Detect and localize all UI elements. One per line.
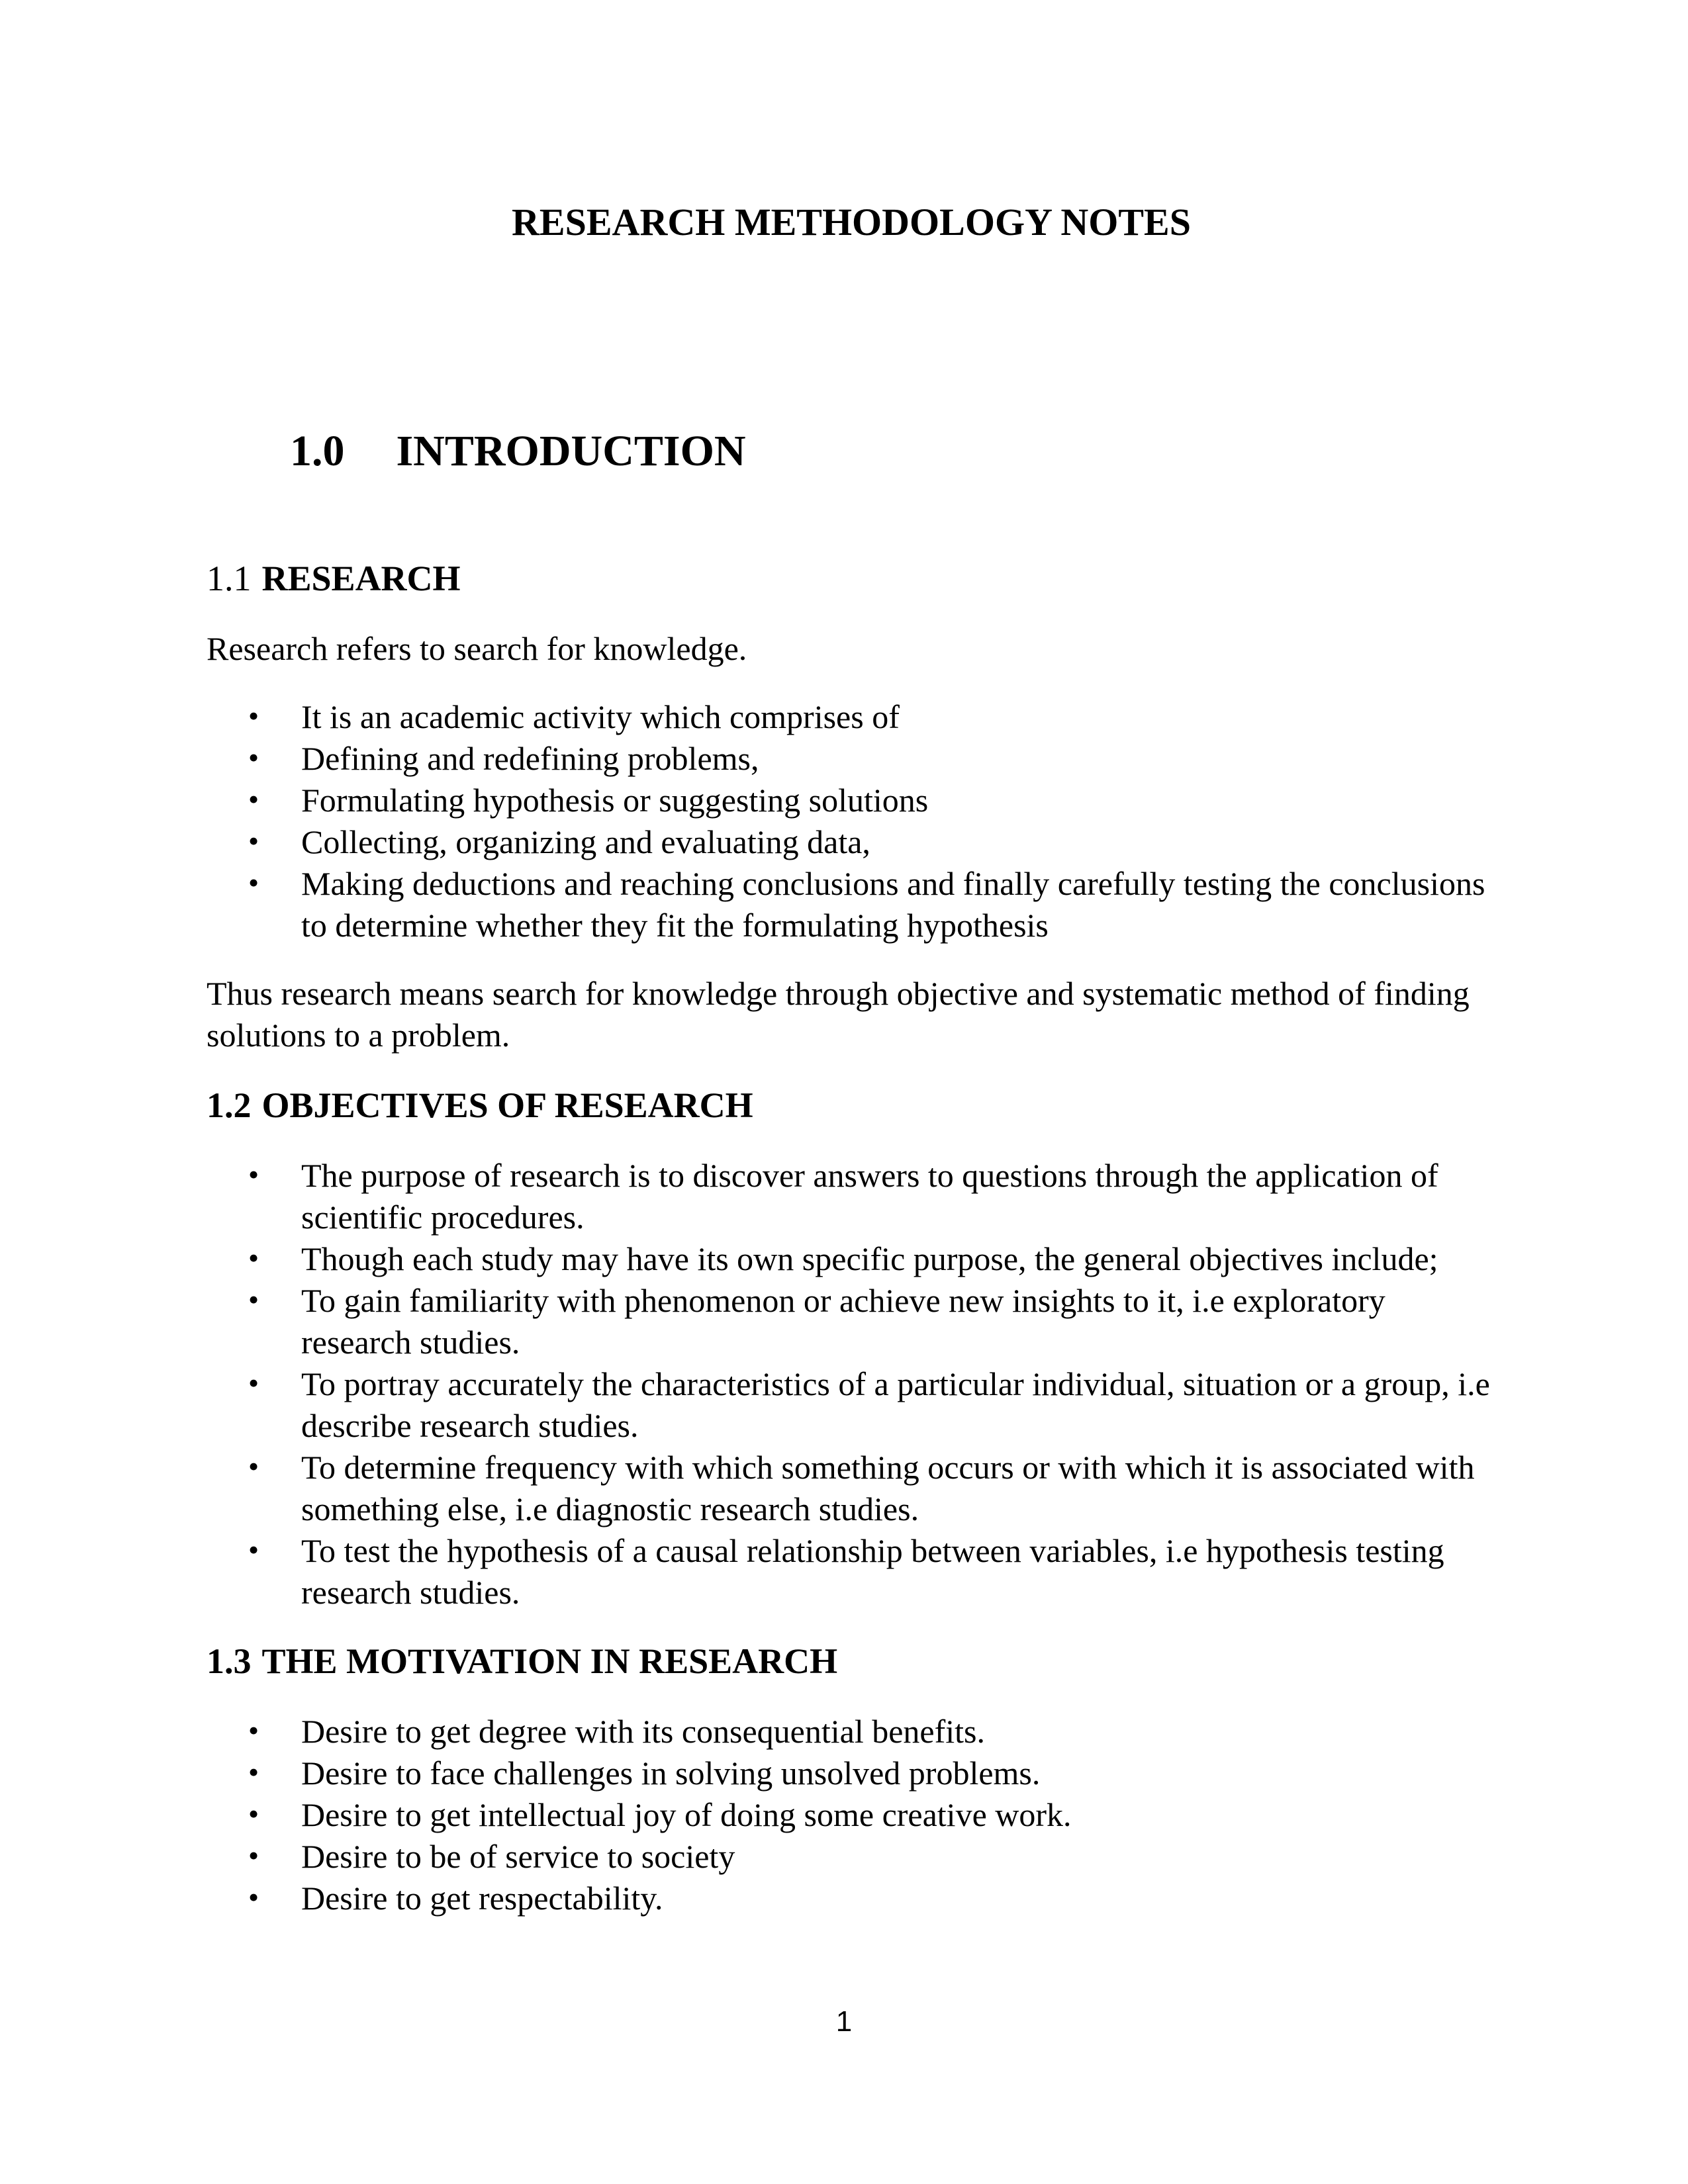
list-item <box>207 1836 1496 1878</box>
bullet-icon: • <box>248 1283 259 1316</box>
list-item-text: Though each study may have its own specific purpose, the general objectives include; <box>301 1240 1438 1277</box>
heading-motivation-in-research <box>207 1640 1496 1683</box>
bullet-icon: • <box>248 1158 259 1191</box>
list-item-text: It is an academic activity which comprises of <box>301 698 900 735</box>
list-item <box>207 696 1496 738</box>
list-item-text: Desire to get intellectual joy of doing some creative work. <box>301 1796 1072 1833</box>
list-item <box>207 1447 1496 1530</box>
list-item <box>207 738 1496 780</box>
document-title: RESEARCH METHODOLOGY NOTES <box>512 201 1191 244</box>
research-lead-paragraph: Research refers to search for knowledge. <box>207 630 747 667</box>
bullet-icon: • <box>248 741 259 774</box>
bullet-icon: • <box>248 1241 259 1275</box>
bullet-icon: • <box>248 1533 259 1567</box>
bullet-icon: • <box>248 1366 259 1400</box>
list-item <box>207 1711 1496 1752</box>
bullet-icon: • <box>248 699 259 733</box>
bullet-icon: • <box>248 866 259 899</box>
heading-introduction <box>290 425 1496 478</box>
list-item-text: Desire to face challenges in solving unsolved problems. <box>301 1754 1041 1792</box>
list-item <box>207 1794 1496 1836</box>
list-item <box>207 1363 1496 1447</box>
heading-research <box>207 557 1496 600</box>
list-item-text: Defining and redefining problems, <box>301 740 759 777</box>
list-item-text: Desire to get respectability. <box>301 1880 663 1917</box>
bullet-icon: • <box>248 824 259 858</box>
bullet-icon: • <box>248 1797 259 1831</box>
list-item <box>207 780 1496 821</box>
list-item <box>207 1238 1496 1280</box>
bullet-icon: • <box>248 1713 259 1747</box>
list-item-text: Desire to get degree with its consequential benefits. <box>301 1713 986 1750</box>
list-item-text: The purpose of research is to discover answers to questions through the application of scientific procedures. <box>301 1157 1438 1236</box>
list-item-text: Making deductions and reaching conclusions and finally carefully testing the conclusions to determine whether they fit the formulating hypothesis <box>301 865 1485 944</box>
bullet-icon: • <box>248 1449 259 1483</box>
heading-number: 1.3 <box>207 1641 252 1681</box>
motivation-bullet-list <box>207 1711 1496 1919</box>
list-item-text: To portray accurately the characteristics of a particular individual, situation or a group, i.e describe research studies. <box>301 1365 1490 1444</box>
list-item-text: To gain familiarity with phenomenon or achieve new insights to it, i.e exploratory research studies. <box>301 1282 1385 1361</box>
research-bullet-list <box>207 696 1496 946</box>
bullet-icon: • <box>248 1839 259 1872</box>
objectives-bullet-list <box>207 1155 1496 1614</box>
list-item-text: Formulating hypothesis or suggesting solutions <box>301 782 929 819</box>
heading-number: 1.1 <box>207 559 252 598</box>
list-item <box>207 1752 1496 1794</box>
bullet-icon: • <box>248 782 259 816</box>
research-closing-paragraph: Thus research means search for knowledge through objective and systematic method of finding solutions to a problem. <box>207 975 1470 1054</box>
heading-number: 1.2 <box>207 1085 252 1125</box>
bullet-icon: • <box>248 1755 259 1789</box>
list-item-text: To determine frequency with which something occurs or with which it is associated with something else, i.e diagnostic research studies. <box>301 1449 1475 1527</box>
list-item-text: Collecting, organizing and evaluating data, <box>301 823 870 860</box>
heading-objectives-of-research <box>207 1084 1496 1127</box>
list-item <box>207 821 1496 863</box>
list-item <box>207 1155 1496 1238</box>
list-item <box>207 1280 1496 1363</box>
list-item-text: To test the hypothesis of a causal relationship between variables, i.e hypothesis testing research studies. <box>301 1532 1444 1611</box>
heading-text: RESEARCH <box>261 559 461 598</box>
list-item-text: Desire to be of service to society <box>301 1838 735 1875</box>
heading-text: INTRODUCTION <box>396 427 746 475</box>
heading-text: OBJECTIVES OF RESEARCH <box>261 1085 753 1125</box>
list-item <box>207 1878 1496 1919</box>
list-item <box>207 863 1496 946</box>
list-item <box>207 1530 1496 1614</box>
heading-text: THE MOTIVATION IN RESEARCH <box>261 1641 838 1681</box>
heading-number: 1.0 <box>290 427 345 475</box>
bullet-icon: • <box>248 1880 259 1914</box>
page-number: 1 <box>835 2005 853 2038</box>
